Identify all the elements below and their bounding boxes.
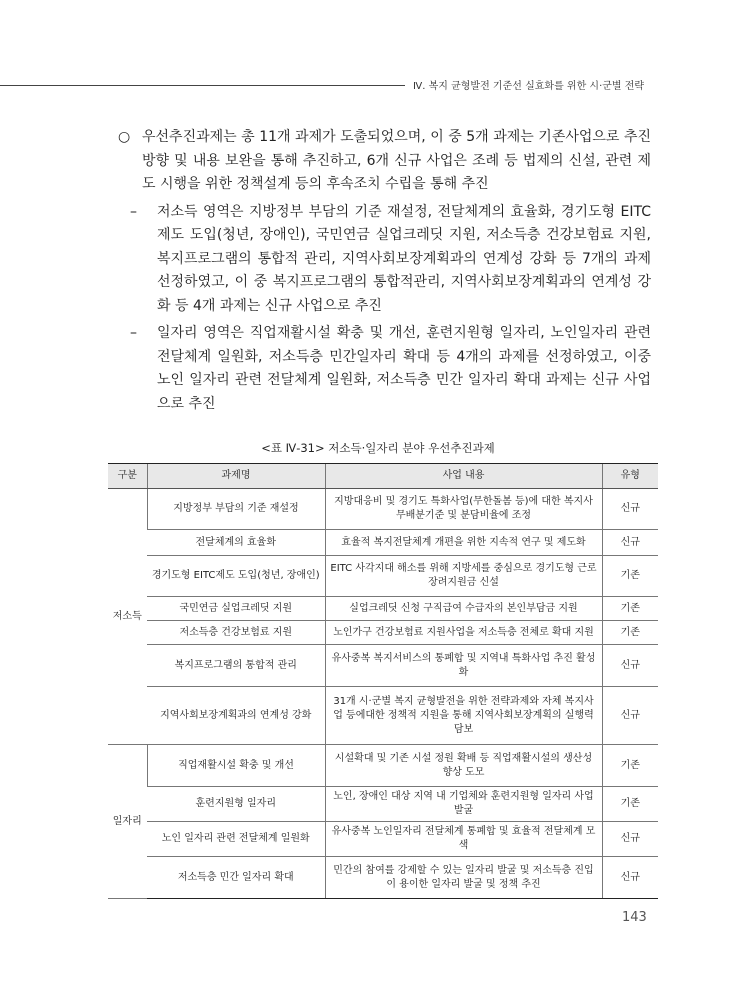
header-category: 구분 [108, 464, 147, 489]
task-cell: 노인 일자리 관련 전달체계 일원화 [147, 822, 325, 857]
table-row [108, 556, 658, 597]
content-cell: 노인가구 건강보험료 지원사업을 저소득층 전체로 확대 지원 [325, 621, 602, 645]
circle-bullet-icon: ○ [118, 129, 131, 145]
type-cell: 기존 [602, 556, 658, 597]
task-cell: 훈련지원형 일자리 [147, 787, 325, 822]
content-cell: 유사중복 복지서비스의 통폐합 및 지역내 특화사업 추진 활성화 [325, 645, 602, 687]
table-row [108, 645, 658, 687]
content-cell: EITC 사각지대 해소를 위해 지방세를 중심으로 경기도형 근로장려지원금 신설 [325, 556, 602, 597]
dash-paragraph-jobs [130, 322, 651, 416]
priority-tasks-table [108, 463, 658, 899]
table-row [108, 597, 658, 621]
header-type: 유형 [602, 464, 658, 489]
content-cell: 실업크레딧 신청 구직급여 수급자의 본인부담금 지원 [325, 597, 602, 621]
content-cell: 유사중복 노인일자리 전달체계 통폐합 및 효율적 전달체계 모색 [325, 822, 602, 857]
type-cell: 기존 [602, 621, 658, 645]
type-cell: 기존 [602, 597, 658, 621]
type-cell: 신규 [602, 530, 658, 556]
table-row [108, 530, 658, 556]
group-low-income: 저소득 [108, 489, 147, 745]
content-cell: 시설확대 및 기존 시설 정원 확배 등 직업재활시설의 생산성 향상 도모 [325, 745, 602, 787]
type-cell: 신규 [602, 489, 658, 530]
task-cell: 복지프로그램의 통합적 관리 [147, 645, 325, 687]
table-header-row [108, 464, 658, 489]
group-jobs: 일자리 [108, 745, 147, 899]
type-cell: 신규 [602, 687, 658, 745]
content-cell: 노인, 장애인 대상 지역 내 기업체와 훈련지원형 일자리 사업 발굴 [325, 787, 602, 822]
header-task: 과제명 [147, 464, 325, 489]
page-number: 143 [622, 910, 647, 925]
chapter-title: 복지 균형발전 기준선 실효화를 위한 시·군별 전략 [428, 81, 645, 92]
task-cell: 지방정부 부담의 기준 재설정 [147, 489, 325, 530]
task-cell: 국민연금 실업크레딧 지원 [147, 597, 325, 621]
dash-bullet-icon: – [130, 325, 137, 341]
header-content: 사업 내용 [325, 464, 602, 489]
table-row [108, 745, 658, 787]
table-row [108, 787, 658, 822]
type-cell: 신규 [602, 645, 658, 687]
dash-text: 일자리 영역은 직업재활시설 확충 및 개선, 훈련지원형 일자리, 노인일자리 관련 전달체계 일원화, 저소득층 민간일자리 확대 등 4개의 과제를 선정하였고, 이중 노인 일자리 관련 전달체계 일원화, 저소득층 민간 일자리 확대 과제는 신규 사업으로 추진 [157, 325, 651, 412]
table-caption: <표 Ⅳ-31> 저소득·일자리 분야 우선추진과제 [261, 441, 495, 455]
task-cell: 저소득층 건강보험료 지원 [147, 621, 325, 645]
task-cell: 경기도형 EITC제도 도입(청년, 장애인) [147, 556, 325, 597]
dash-bullet-icon: – [130, 203, 137, 220]
table-row [108, 621, 658, 645]
task-cell: 지역사회보장계획과의 연계성 강화 [147, 687, 325, 745]
table-row [108, 857, 658, 899]
table-row [108, 489, 658, 530]
header-rule [0, 85, 405, 86]
content-cell: 민간의 참여를 강제할 수 있는 일자리 발굴 및 저소득층 진입이 용이한 일자리 발굴 및 정책 추진 [325, 857, 602, 899]
body-text [118, 126, 651, 416]
running-header [413, 77, 644, 92]
type-cell: 신규 [602, 822, 658, 857]
content-cell: 효율적 복지전달체계 개편을 위한 지속적 연구 및 제도화 [325, 530, 602, 556]
type-cell: 기존 [602, 745, 658, 787]
bullet-paragraph [118, 126, 651, 197]
chapter-number: Ⅳ. [413, 81, 426, 92]
type-cell: 기존 [602, 787, 658, 822]
content-cell: 지방대응비 및 경기도 특화사업(무한돌봄 등)에 대한 복지사무배분기준 및 분담비율에 조정 [325, 489, 602, 530]
task-cell: 전달체계의 효율화 [147, 530, 325, 556]
dash-text: 저소득 영역은 지방정부 부담의 기준 재설정, 전달체계의 효율화, 경기도형 EITC제도 도입(청년, 장애인), 국민연금 실업크레딧 지원, 저소득층 건강보험료 지원, 복지프로그램의 통합적 관리, 지역사회보장계획과의 연계성 강화 등 7개의 과제 선정하였고, 이 중 복지프로그램의 통합적관리, 지역사회보장계획과의 연계성 강화 등 4개 과제는 신규 사업으로 추진 [157, 203, 651, 314]
dash-paragraph-low-income [130, 201, 651, 319]
bullet-text: 우선추진과제는 총 11개 과제가 도출되었으며, 이 중 5개 과제는 기존사업으로 추진 방향 및 내용 보완을 통해 추진하고, 6개 신규 사업은 조례 등 법제의 신설, 관련 제도 시행을 위한 정책설계 등의 후속조치 수립을 통해 추진 [142, 129, 651, 192]
table-row [108, 822, 658, 857]
table-row [108, 687, 658, 745]
content-cell: 31개 시·군별 복지 균형발전을 위한 전략과제와 자체 복지사업 등에대한 정책적 지원을 통해 지역사회보장계획의 실행력 담보 [325, 687, 602, 745]
type-cell: 신규 [602, 857, 658, 899]
task-cell: 저소득층 민간 일자리 확대 [147, 857, 325, 899]
task-cell: 직업재활시설 확충 및 개선 [147, 745, 325, 787]
